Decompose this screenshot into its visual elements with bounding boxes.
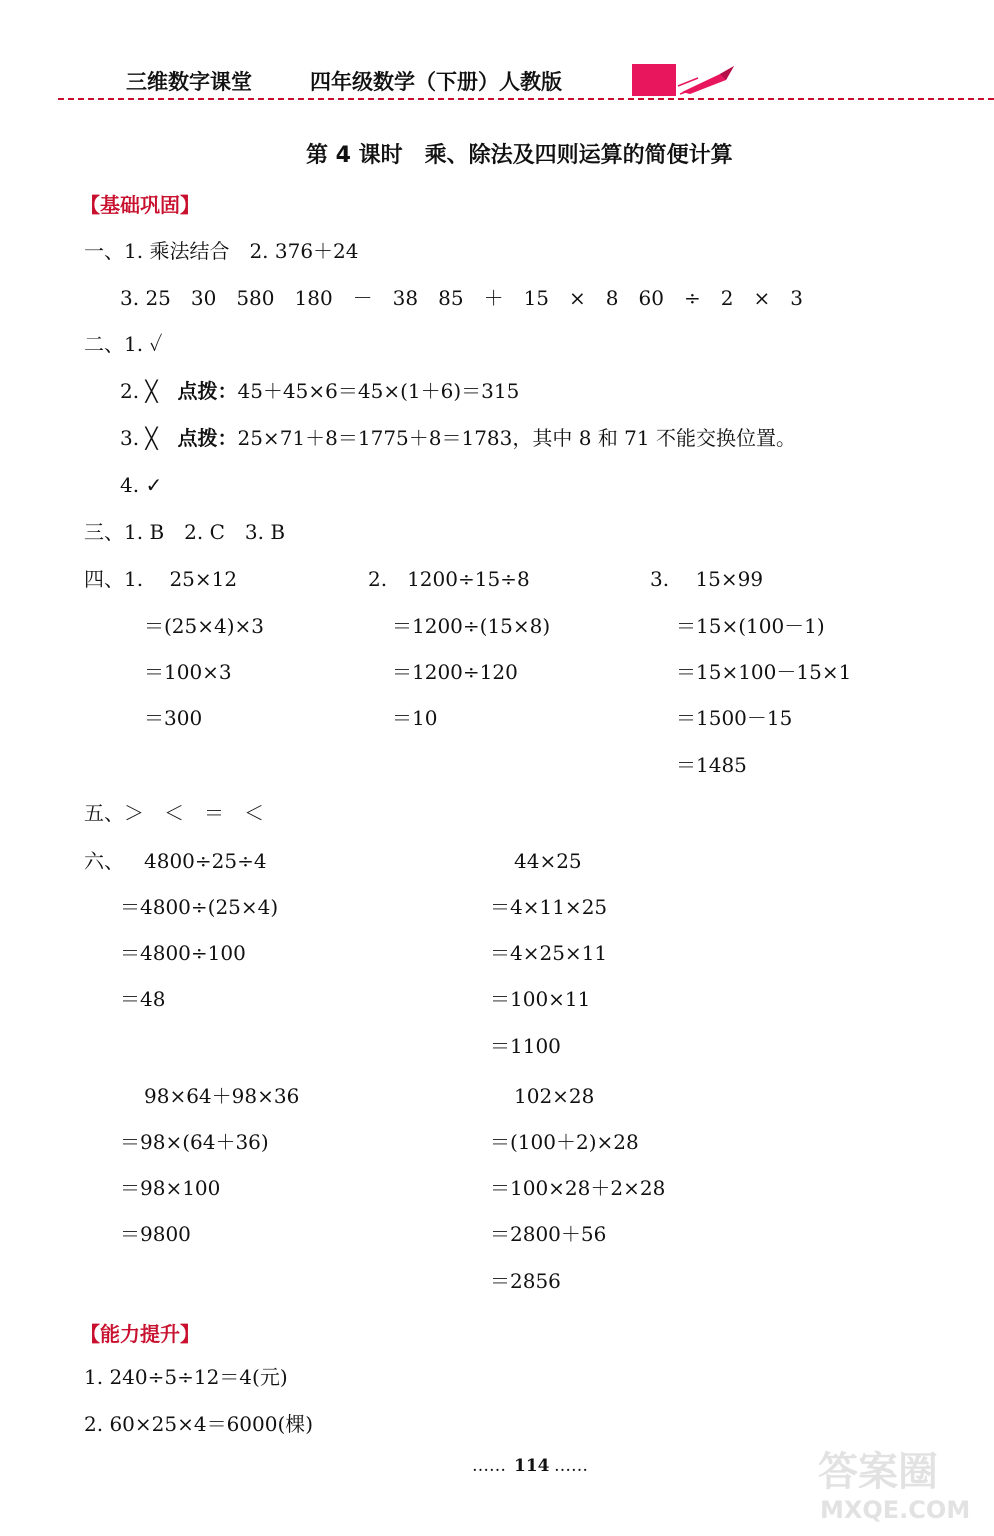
p6c-line: ＝98×(64＋36): [120, 1130, 269, 1154]
q2-tip: 45＋45×6＝45×(1＋6)＝315: [237, 379, 520, 403]
section-advanced: 【能力提升】: [80, 1322, 200, 1346]
p4-col3-line: ＝15×100－15×1: [676, 660, 852, 684]
p4-col2-line: ＝1200÷(15×8): [392, 614, 551, 638]
part1-line1: 一、1. 乘法结合 2. 376＋24: [84, 239, 359, 263]
part2-q4: 4. ✓: [120, 473, 163, 497]
p4-col3-line: 3. 15×99: [650, 567, 764, 591]
watermark-logo: 答案圈: [818, 1449, 938, 1495]
q2-tip-label: 点拨：: [177, 379, 238, 403]
q3-tip-label: 点拨：: [177, 426, 238, 450]
p6b-line: ＝4×11×25: [490, 895, 608, 919]
part1-line2: 3. 25 30 580 180 － 38 85 ＋ 15 × 8 60 ÷ 2 × 3: [120, 286, 803, 310]
book-title: 四年级数学（下册）人教版: [310, 70, 562, 94]
lesson-title: 第 4 课时 乘、除法及四则运算的简便计算: [306, 143, 733, 168]
p4-col1-line: ＝300: [144, 706, 203, 730]
p6b-line: ＝100×11: [490, 987, 591, 1011]
p6b-line: 44×25: [514, 849, 582, 873]
p6c-line: ＝9800: [120, 1222, 191, 1246]
footer-dots-right: ……: [554, 1456, 588, 1476]
p6b-line: ＝4×25×11: [490, 941, 608, 965]
advanced-item: 2. 60×25×4＝6000(棵): [84, 1412, 314, 1436]
p4-col1-line: ＝100×3: [144, 660, 232, 684]
p6a-line: ＝4800÷100: [120, 941, 246, 965]
p4-col1-line: ＝(25×4)×3: [144, 614, 265, 638]
p6b-line: ＝1100: [490, 1034, 561, 1058]
series-name: 三维数字课堂: [126, 70, 252, 94]
p4-col2-line: 2. 1200÷15÷8: [368, 567, 530, 591]
p6d-line: 102×28: [514, 1084, 595, 1108]
p6a-line: ＝4800÷(25×4): [120, 895, 279, 919]
advanced-item: 1. 240÷5÷12＝4(元): [84, 1365, 288, 1389]
p6c-line: 98×64＋98×36: [144, 1084, 300, 1108]
q3-mark: 3. ╳: [120, 426, 158, 450]
p4-col2-line: ＝10: [392, 706, 438, 730]
part2-q3: [120, 425, 796, 451]
p6d-line: ＝2800＋56: [490, 1222, 607, 1246]
rocket-icon: [676, 62, 738, 96]
p4-col3-line: ＝1500－15: [676, 706, 793, 730]
p4-col1-line: 四、1. 25×12: [84, 567, 238, 591]
page-number: 114: [514, 1456, 550, 1476]
q3-tip: 25×71＋8＝1775＋8＝1783，其中 8 和 71 不能交换位置。: [237, 426, 796, 450]
part2-q2: [120, 378, 519, 404]
p6d-line: ＝2856: [490, 1269, 561, 1293]
footer-dots-left: ……: [472, 1456, 506, 1476]
p6d-line: ＝(100＋2)×28: [490, 1130, 639, 1154]
part2-q1: 二、1. ✓: [84, 332, 163, 356]
p6a-line: 4800÷25÷4: [144, 849, 267, 873]
section-basic: 【基础巩固】: [80, 193, 200, 217]
p4-col3-line: ＝1485: [676, 753, 747, 777]
p6c-line: ＝98×100: [120, 1176, 221, 1200]
part6-label: 六、: [84, 849, 124, 873]
p6a-line: ＝48: [120, 987, 166, 1011]
q2-mark: 2. ╳: [120, 379, 158, 403]
part5: 五、＞ ＜ ＝ ＜: [84, 801, 264, 825]
p4-col3-line: ＝15×(100－1): [676, 614, 825, 638]
part3: 三、1. B 2. C 3. B: [84, 520, 286, 544]
watermark-url: MXQE.COM: [820, 1496, 971, 1524]
header-divider: [58, 98, 994, 100]
p4-col2-line: ＝1200÷120: [392, 660, 518, 684]
brand-block: [632, 64, 676, 96]
p6d-line: ＝100×28＋2×28: [490, 1176, 666, 1200]
